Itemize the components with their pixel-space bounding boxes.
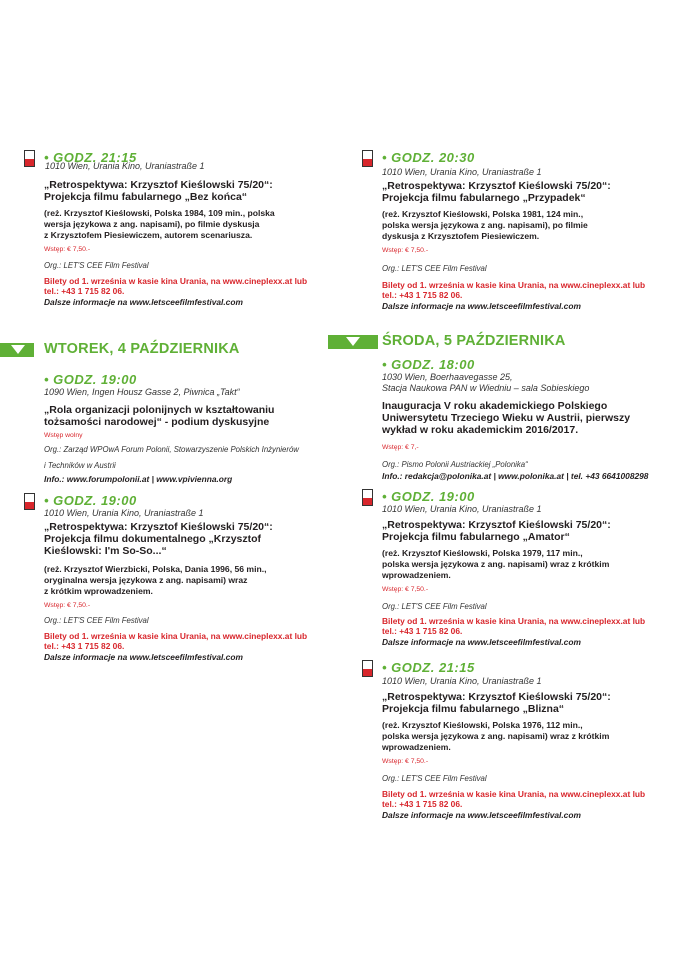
polish-flag-icon [24,150,35,167]
day-header-tuesday [0,343,330,361]
event-title-line: „Rola organizacji polonijnych w kształtowaniu [44,404,275,416]
event-info-line: polska wersja językowa z ang. napisami), po filmie [382,220,588,230]
event-title-line: Uniwersytetu Trzeciego Wieku w Austrii, pierwszy [382,412,631,424]
event-info-line: oryginalna wersja językowa z ang. napisami) wraz [44,575,248,585]
event-title-line: „Retrospektywa: Krzysztof Kieślowski 75/20“: [382,519,611,531]
event-organizer: Org.: Zarząd WPOwA Forum Polonii, Stowarzyszenie Polskich Inżynierów [44,445,299,454]
event-info-line: (reż. Krzysztof Kieślowski, Polska 1979, 117 min., [382,548,583,558]
event-organizer: Org.: LET'S CEE Film Festival [44,616,149,625]
event-title-line: Kieślowski: I'm So-So...“ [44,545,167,557]
polish-flag-icon [362,489,373,506]
event-organizer: i Techników w Austrii [44,461,116,470]
event-venue: 1010 Wien, Urania Kino, Uraniastraße 1 [382,676,542,686]
event-organizer: Org.: LET'S CEE Film Festival [382,602,487,611]
event-info-line: polska wersja językowa z ang. napisami) wraz z krótkim [382,559,610,569]
event-venue: Stacja Naukowa PAN w Wiedniu – sala Sobieskiego [382,383,590,393]
event-info-line: wersja językowa z ang. napisami), po filmie dyskusja [44,219,260,229]
event-entry-fee: Wstęp: € 7,50.- [44,602,91,609]
event-title-line: „Retrospektywa: Krzysztof Kieślowski 75/20“: [382,691,611,703]
day-arrow-icon [0,343,34,357]
event-info-line: (reż. Krzysztof Kieślowski, Polska 1976, 112 min., [382,720,583,730]
event-tickets-line: tel.: +43 1 715 82 06. [44,286,125,296]
event-entry-fee: Wstęp: € 7,50.- [44,246,91,253]
event-info-line: dyskusja z Krzysztofem Piesiewiczem. [382,231,540,241]
event-info-line: polska wersja językowa z ang. napisami) wraz z krótkim [382,731,610,741]
event-time: • GODZ. 19:00 [44,493,137,508]
event-organizer: Org.: Pismo Polonii Austriackiej „Polonika“ [382,460,528,469]
event-info-line: (reż. Krzysztof Kieślowski, Polska 1981, 124 min., [382,209,584,219]
polish-flag-icon [24,493,35,510]
event-more-info: Dalsze informacje na www.letsceefilmfestival.com [44,297,243,307]
event-time: • GODZ. 19:00 [44,372,137,387]
event-time: • GODZ. 20:30 [382,150,475,165]
polish-flag-icon [362,660,373,677]
event-venue: 1030 Wien, Boerhaavegasse 25, [382,372,513,382]
event-venue: 1010 Wien, Urania Kino, Uraniastraße 1 [382,504,542,514]
event-venue: 1010 Wien, Urania Kino, Uraniastraße 1 [382,167,542,177]
event-entry-fee: Wstęp: € 7,50.- [382,247,429,254]
event-venue: 1010 Wien, Urania Kino, Uraniastraße 1 [45,161,205,171]
event-more-info: Dalsze informacje na www.letsceefilmfestival.com [382,810,581,820]
event-info-line: z krótkim wprowadzeniem. [44,586,153,596]
event-info-line: wprowadzeniem. [382,570,451,580]
event-entry-fee: Wstęp wolny [44,432,83,439]
event-title-line: Projekcja filmu fabularnego „Blizna“ [382,703,565,715]
event-tickets-line: Bilety od 1. września w kasie kina Urania, na www.cineplexx.at lub [44,631,308,641]
event-organizer: Org.: LET'S CEE Film Festival [382,774,487,783]
event-more-info: Dalsze informacje na www.letsceefilmfestival.com [382,637,581,647]
event-time: • GODZ. 21:15 [382,660,475,675]
event-more-info: Info.: www.forumpolonii.at | www.vpivienna.org [44,474,233,484]
event-info-line: z Krzysztofem Piesiewiczem, autorem scenariusza. [44,230,253,240]
event-venue: 1090 Wien, Ingen Housz Gasse 2, Piwnica „Takt“ [44,387,240,397]
event-tickets-line: tel.: +43 1 715 82 06. [44,641,125,651]
event-tickets-line: Bilety od 1. września w kasie kina Urania, na www.cineplexx.at lub [382,789,646,799]
event-title-line: wykład w roku akademickim 2016/2017. [382,424,579,436]
event-title-line: Projekcja filmu fabularnego „Bez końca“ [44,191,248,203]
event-more-info: Dalsze informacje na www.letsceefilmfestival.com [382,301,581,311]
event-tickets-line: Bilety od 1. września w kasie kina Urania, na www.cineplexx.at lub [382,616,646,626]
event-venue: 1010 Wien, Urania Kino, Uraniastraße 1 [44,508,204,518]
event-info-line: wprowadzeniem. [382,742,451,752]
event-title-line: Projekcja filmu dokumentalnego „Krzysztof [44,533,262,545]
day-title: ŚRODA, 5 PAŹDZIERNIKA [382,333,566,349]
event-title-line: tożsamości narodowej“ - podium dyskusyjne [44,416,270,428]
event-entry-fee: Wstęp: € 7,50.- [382,586,429,593]
event-tickets-line: Bilety od 1. września w kasie kina Urania, na www.cineplexx.at lub [44,276,308,286]
event-time: • GODZ. 21:15 [44,150,137,165]
event-more-info: Dalsze informacje na www.letsceefilmfestival.com [44,652,243,662]
event-title-line: „Retrospektywa: Krzysztof Kieślowski 75/20“: [44,179,273,191]
day-title: WTOREK, 4 PAŹDZIERNIKA [44,341,240,357]
event-tickets-line: Bilety od 1. września w kasie kina Urania, na www.cineplexx.at lub [382,280,646,290]
event-time: • GODZ. 19:00 [382,489,475,504]
event-title-line: Projekcja filmu fabularnego „Przypadek“ [382,192,586,204]
event-title-line: „Retrospektywa: Krzysztof Kieślowski 75/20“: [44,521,273,533]
event-title-line: „Retrospektywa: Krzysztof Kieślowski 75/20“: [382,180,611,192]
event-entry-fee: Wstęp: € 7,- [382,444,419,451]
event-time: • GODZ. 18:00 [382,357,475,372]
event-tickets-line: tel.: +43 1 715 82 06. [382,290,463,300]
event-info-line: (reż. Krzysztof Kieślowski, Polska 1984, 109 min., polska [44,208,275,218]
event-info-line: (reż. Krzysztof Wierzbicki, Polska, Dania 1996, 56 min., [44,564,267,574]
event-tickets-line: tel.: +43 1 715 82 06. [382,626,463,636]
polish-flag-icon [362,150,373,167]
event-entry-fee: Wstęp: € 7,50.- [382,758,429,765]
event-organizer: Org.: LET'S CEE Film Festival [44,261,149,270]
event-more-info: Info.: redakcja@polonika.at | www.polonika.at | tel. +43 6641008298 [382,471,649,481]
day-arrow-icon [328,335,378,349]
day-header-wednesday [328,335,678,353]
event-tickets-line: tel.: +43 1 715 82 06. [382,799,463,809]
event-title-line: Projekcja filmu fabularnego „Amator“ [382,531,570,543]
event-organizer: Org.: LET'S CEE Film Festival [382,264,487,273]
event-title-line: Inauguracja V roku akademickiego Polskiego [382,400,608,412]
